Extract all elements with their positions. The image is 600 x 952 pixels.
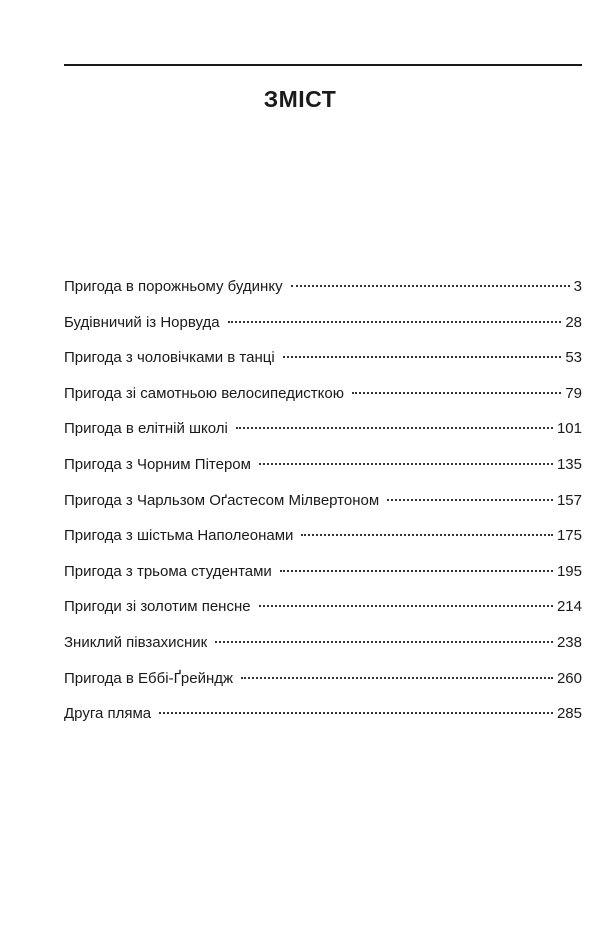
toc-entry-page-number: 135 — [556, 455, 582, 473]
toc-entry[interactable] — [64, 349, 582, 385]
toc-entry-title: Пригоди зі золотим пенсне — [64, 598, 251, 616]
toc-entry[interactable] — [64, 705, 582, 741]
toc-entry-page-number: 260 — [556, 669, 582, 687]
toc-entry-title: Пригода з Чорним Пітером — [64, 455, 251, 473]
toc-entry-title: Пригода зі самотньою велосипедисткою — [64, 384, 344, 402]
toc-dot-leader — [387, 499, 553, 501]
toc-entry-title: Пригода з чоловічками в танці — [64, 349, 275, 367]
toc-dot-leader — [259, 605, 553, 607]
table-of-contents — [64, 278, 582, 741]
toc-dot-leader — [259, 463, 553, 465]
toc-entry-title: Пригода в Еббі-Ґрейндж — [64, 669, 234, 687]
toc-entry-page-number: 101 — [556, 420, 582, 438]
toc-entry[interactable] — [64, 492, 582, 528]
toc-entry-page-number: 175 — [556, 527, 582, 545]
toc-entry-title: Пригода з Чарльзом Оґастесом Мілвертоном — [64, 491, 380, 509]
page-title: ЗМІСТ — [263, 86, 337, 112]
toc-entry-title: Пригода з шістьма Наполеонами — [64, 527, 294, 545]
toc-entry[interactable] — [64, 420, 582, 456]
toc-dot-leader — [228, 321, 562, 323]
toc-entry-title: Друга пляма — [64, 705, 152, 723]
toc-entry[interactable] — [64, 278, 582, 314]
toc-entry-page-number: 53 — [565, 349, 582, 367]
toc-entry[interactable] — [64, 456, 582, 492]
toc-dot-leader — [236, 427, 553, 429]
toc-entry-title: Будівничий із Норвуда — [64, 313, 220, 331]
toc-entry[interactable] — [64, 385, 582, 421]
toc-dot-leader — [291, 285, 570, 287]
toc-entry[interactable] — [64, 563, 582, 599]
toc-entry-page-number: 79 — [565, 384, 582, 402]
toc-entry-page-number: 3 — [573, 278, 582, 295]
toc-dot-leader — [159, 712, 553, 714]
toc-dot-leader — [283, 356, 562, 358]
toc-entry[interactable] — [64, 634, 582, 670]
toc-entry-title: Пригода з трьома студентами — [64, 562, 272, 580]
toc-entry[interactable] — [64, 314, 582, 350]
top-rule — [64, 64, 582, 66]
toc-dot-leader — [280, 570, 553, 572]
toc-entry-page-number: 214 — [556, 598, 582, 616]
toc-entry-title: Зниклий півзахисник — [64, 633, 208, 651]
toc-entry[interactable] — [64, 527, 582, 563]
toc-entry-page-number: 195 — [556, 562, 582, 580]
toc-dot-leader — [301, 534, 553, 536]
toc-dot-leader — [215, 641, 553, 643]
toc-entry-page-number: 28 — [565, 313, 582, 331]
toc-dot-leader — [352, 392, 561, 394]
toc-entry-title: Пригода в елітній школі — [64, 420, 228, 438]
toc-entry[interactable] — [64, 598, 582, 634]
toc-dot-leader — [241, 677, 553, 679]
toc-entry[interactable] — [64, 670, 582, 706]
toc-entry-page-number: 157 — [556, 491, 582, 509]
toc-entry-page-number: 285 — [556, 705, 582, 723]
toc-entry-title: Пригода в порожньому будинку — [64, 278, 283, 295]
toc-entry-page-number: 238 — [556, 633, 582, 651]
